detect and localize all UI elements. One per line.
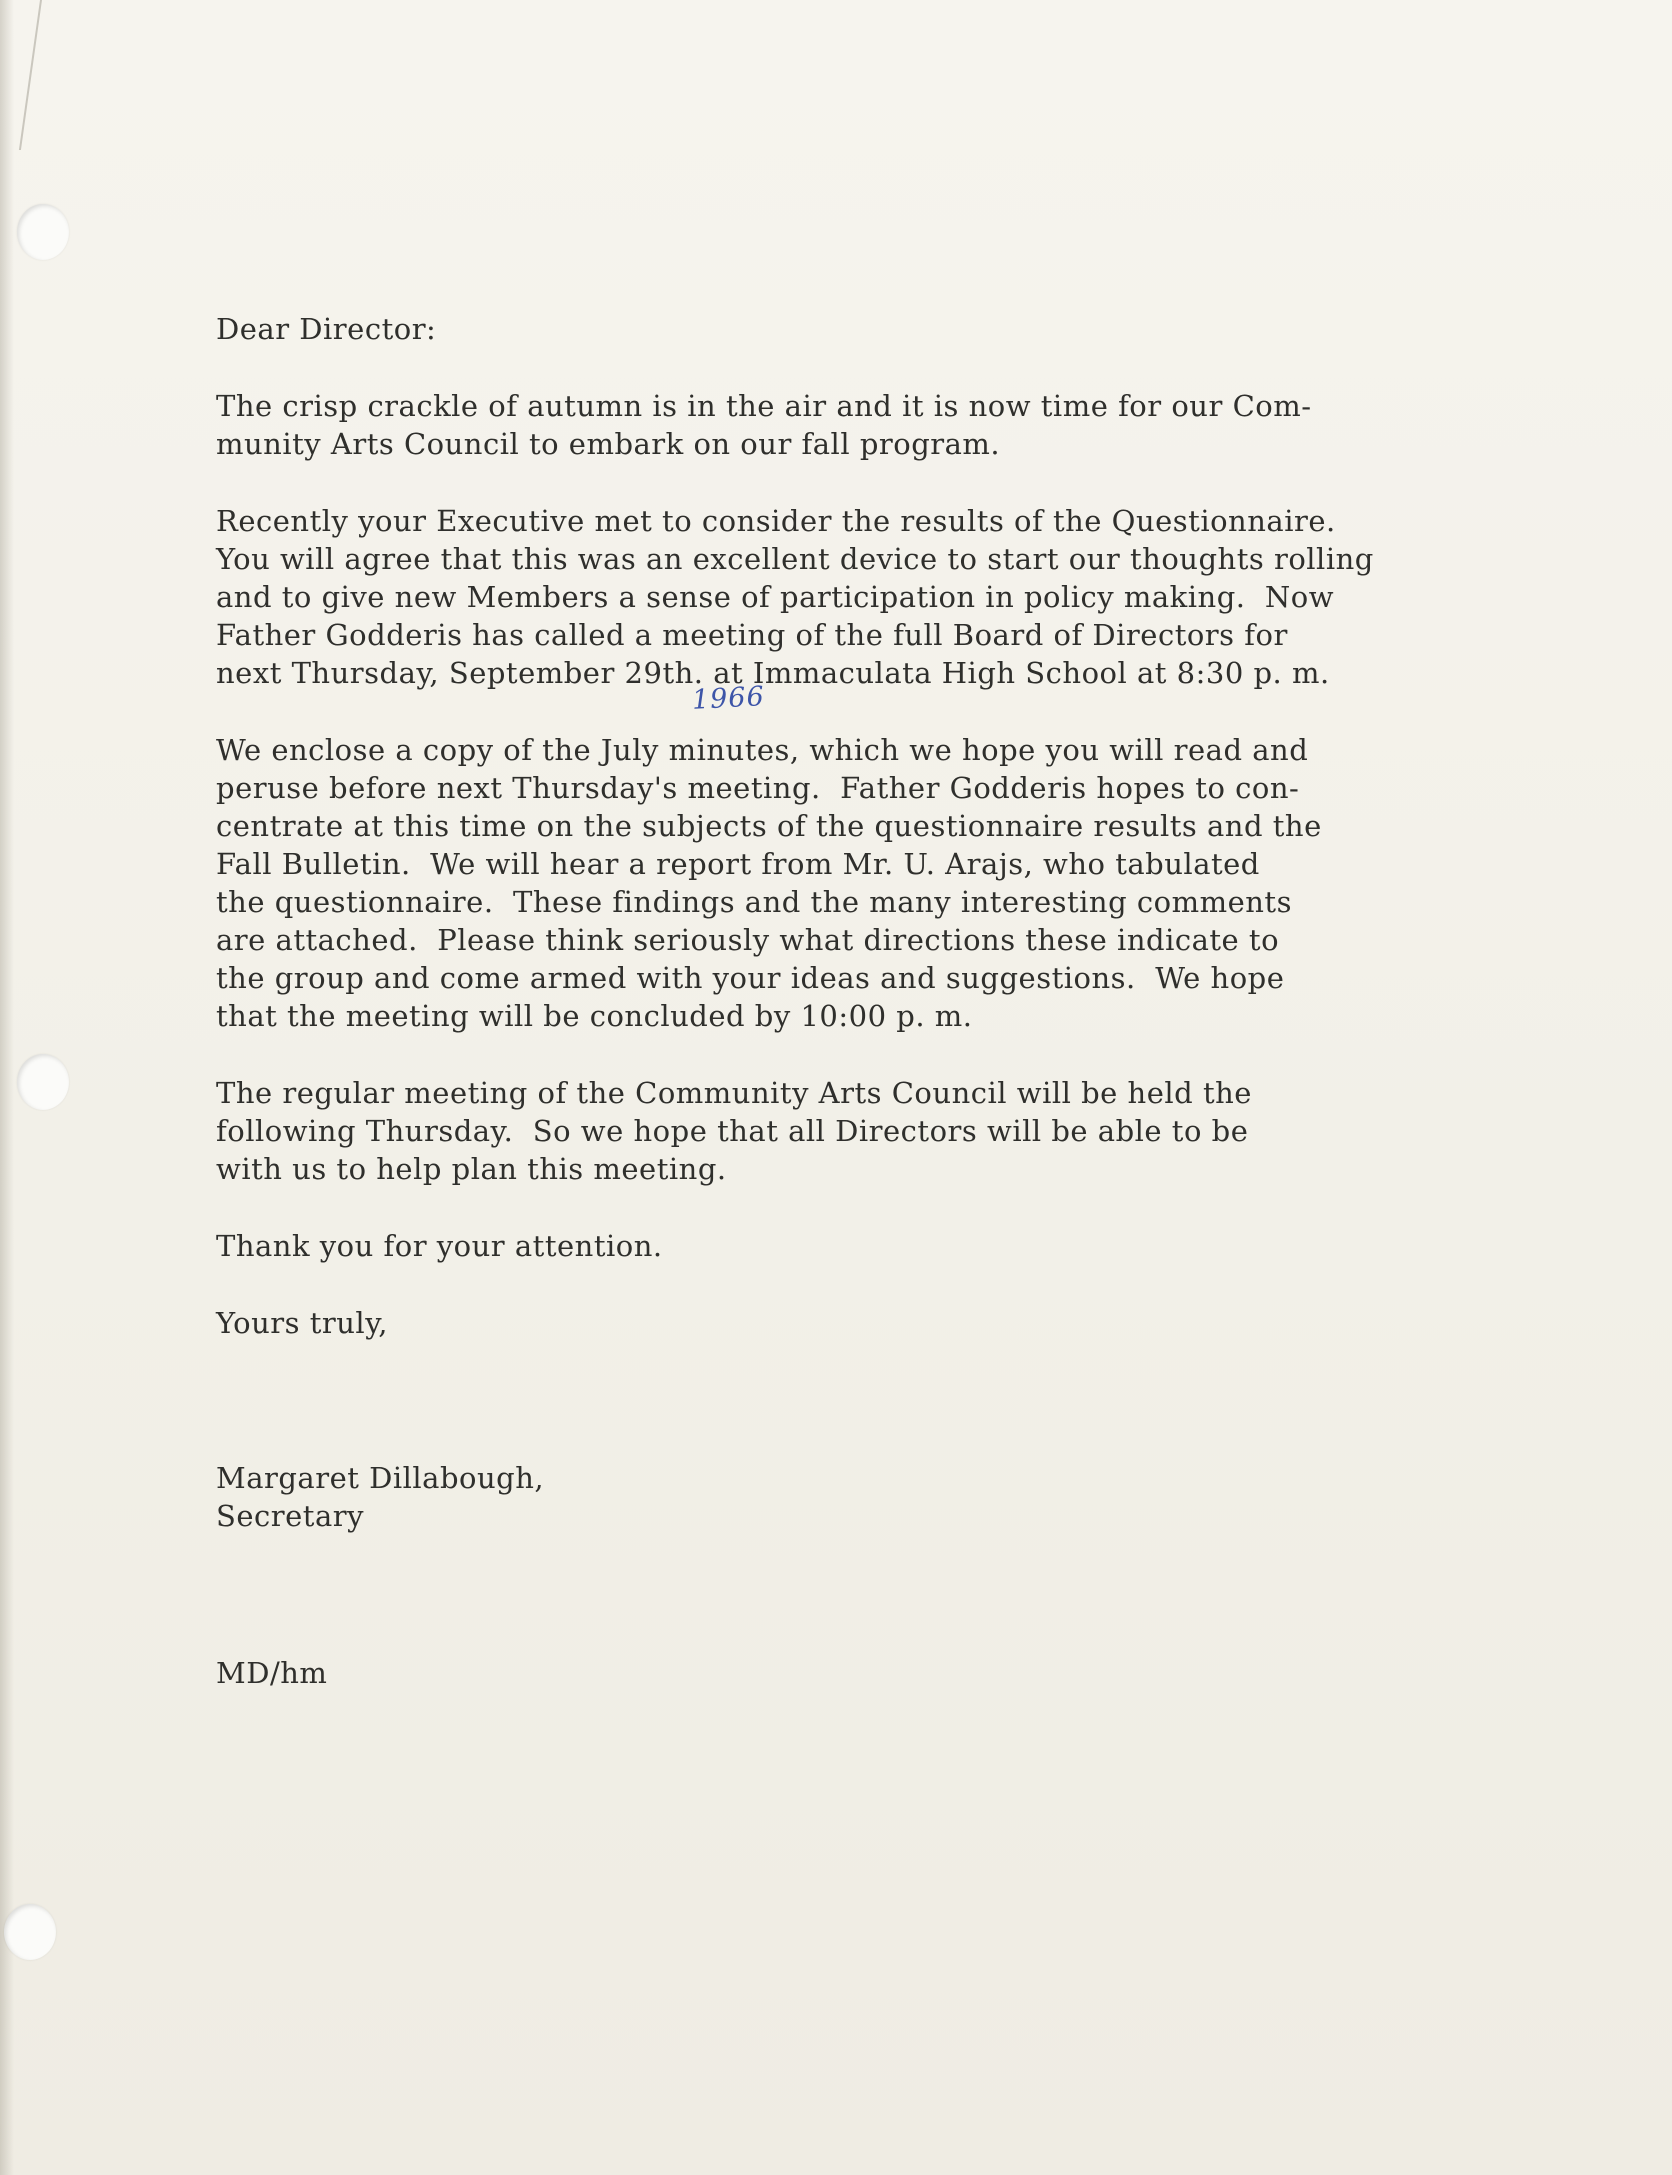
paragraph-line: with us to help plan this meeting. bbox=[216, 1152, 727, 1186]
paragraph-line: centrate at this time on the subjects of the questionnaire results and the bbox=[216, 809, 1322, 843]
page-edge-shadow bbox=[0, 0, 14, 2175]
paragraph-line: Fall Bulletin. We will hear a report from Mr. U. Arajs, who tabulated bbox=[216, 847, 1260, 881]
paragraph-line: that the meeting will be concluded by 10:00 p. m. bbox=[216, 999, 973, 1033]
paragraph-line: are attached. Please think seriously what directions these indicate to bbox=[216, 923, 1280, 957]
paragraph-line: the group and come armed with your ideas and suggestions. We hope bbox=[216, 961, 1285, 995]
paragraph-line: munity Arts Council to embark on our fall program. bbox=[216, 427, 1001, 461]
reference-initials: MD/hm bbox=[216, 1656, 328, 1690]
salutation: Dear Director: bbox=[216, 312, 437, 346]
signatory-title: Secretary bbox=[216, 1499, 364, 1533]
thanks-line: Thank you for your attention. bbox=[216, 1229, 663, 1263]
paragraph-line: You will agree that this was an excellent device to start our thoughts rolling bbox=[216, 542, 1374, 576]
paragraph-line: Father Godderis has called a meeting of the full Board of Directors for bbox=[216, 618, 1288, 652]
letter-body bbox=[216, 310, 1516, 1692]
paragraph-line: following Thursday. So we hope that all Directors will be able to be bbox=[216, 1114, 1249, 1148]
paragraph-line: The crisp crackle of autumn is in the air and it is now time for our Com- bbox=[216, 389, 1312, 423]
paragraph-line: the questionnaire. These findings and the many interesting comments bbox=[216, 885, 1292, 919]
signatory-name: Margaret Dillabough, bbox=[216, 1461, 545, 1495]
punch-hole-bottom bbox=[4, 1904, 56, 1960]
handwritten-year-note: 1966 bbox=[691, 681, 766, 716]
corner-fold bbox=[0, 0, 42, 150]
paragraph-line: The regular meeting of the Community Arts Council will be held the bbox=[216, 1076, 1252, 1110]
punch-hole-top bbox=[17, 204, 69, 260]
paragraph-line: Recently your Executive met to consider the results of the Questionnaire. bbox=[216, 504, 1336, 538]
paragraph-line: and to give new Members a sense of participation in policy making. Now bbox=[216, 580, 1335, 614]
closing: Yours truly, bbox=[216, 1306, 388, 1340]
paragraph-line: We enclose a copy of the July minutes, which we hope you will read and bbox=[216, 733, 1309, 767]
paragraph-regular-meeting bbox=[216, 1074, 1516, 1188]
paragraph-line: next Thursday, September 29th. at Immaculata High School at 8:30 p. m. bbox=[216, 656, 1330, 690]
punch-hole-middle bbox=[17, 1054, 69, 1110]
paragraph-minutes bbox=[216, 731, 1516, 1035]
paragraph-line: peruse before next Thursday's meeting. Father Godderis hopes to con- bbox=[216, 771, 1300, 805]
paragraph-questionnaire bbox=[216, 502, 1516, 692]
paragraph-autumn bbox=[216, 387, 1516, 463]
